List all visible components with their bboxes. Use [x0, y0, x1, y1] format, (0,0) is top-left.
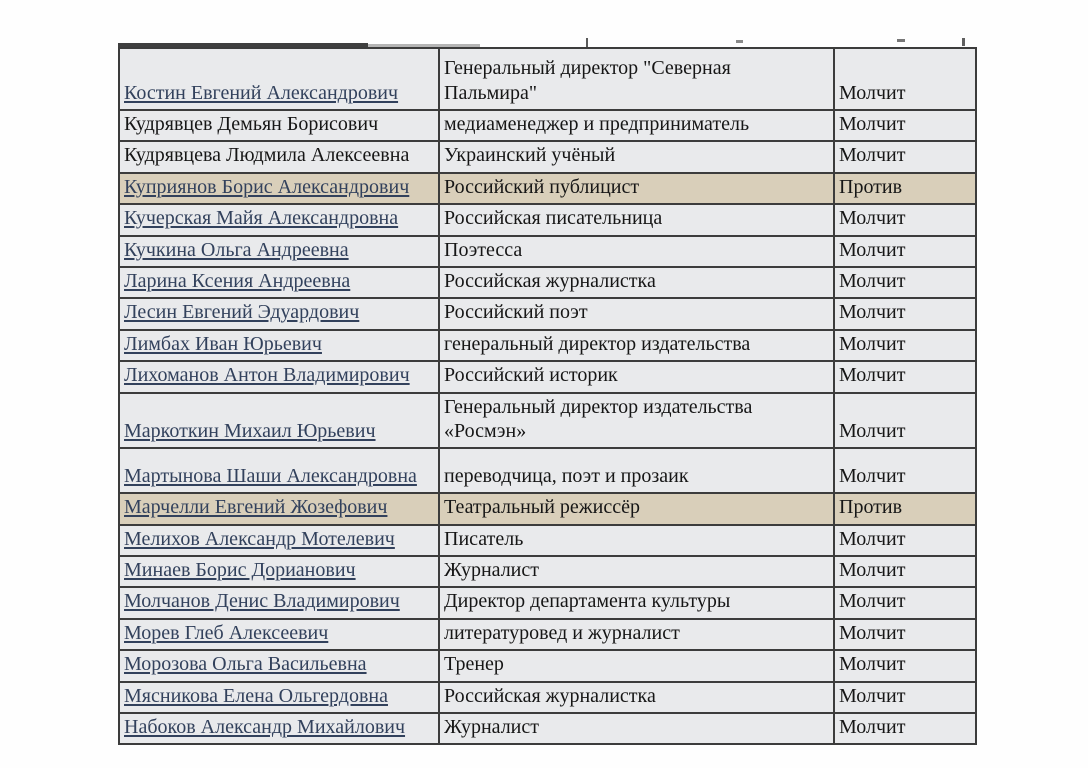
person-description: Генеральный директор издательства «Росмэн» — [439, 393, 834, 449]
table-row — [119, 141, 976, 172]
person-description: Поэтесса — [439, 236, 834, 267]
person-name-link[interactable]: Минаев Борис Дорианович — [124, 559, 356, 582]
table-row — [119, 236, 976, 267]
cropped-row-remnant — [586, 38, 588, 47]
table-row — [119, 361, 976, 392]
table-row — [119, 619, 976, 650]
person-name-cell — [119, 448, 439, 493]
vote-status: Молчит — [834, 204, 976, 235]
vote-status: Молчит — [834, 525, 976, 556]
person-name-link[interactable]: Кучерская Майя Александровна — [124, 207, 399, 230]
person-name-cell — [119, 173, 439, 204]
person-name-link[interactable]: Ларина Ксения Андреевна — [124, 269, 351, 292]
vote-status: Молчит — [834, 267, 976, 298]
person-description: Журналист — [439, 713, 834, 744]
table-row — [119, 448, 976, 493]
person-description: переводчица, поэт и прозаик — [439, 448, 834, 493]
person-description: генеральный директор издательства — [439, 330, 834, 361]
person-name-link[interactable]: Марчелли Евгений Жозефович — [124, 496, 388, 519]
table-row — [119, 587, 976, 618]
person-description: медиаменеджер и предприниматель — [439, 110, 834, 141]
vote-status: Молчит — [834, 587, 976, 618]
person-name-cell — [119, 525, 439, 556]
person-name-link[interactable]: Костин Евгений Александрович — [124, 81, 399, 104]
person-name-link[interactable]: Молчанов Денис Владимирович — [124, 590, 400, 613]
table-row — [119, 713, 976, 744]
person-name-link[interactable]: Кучкина Ольга Андреевна — [124, 238, 349, 261]
person-description: Российский поэт — [439, 298, 834, 329]
person-name-cell — [119, 650, 439, 681]
vote-status: Молчит — [834, 110, 976, 141]
person-name-cell — [119, 556, 439, 587]
vote-status: Молчит — [834, 330, 976, 361]
person-name-text: Кудрявцев Демьян Борисович — [124, 113, 379, 135]
table-row — [119, 682, 976, 713]
person-name-link[interactable]: Лимбах Иван Юрьевич — [124, 332, 322, 355]
person-name-cell — [119, 204, 439, 235]
vote-status: Молчит — [834, 361, 976, 392]
person-name-cell — [119, 587, 439, 618]
vote-status: Молчит — [834, 650, 976, 681]
vote-status: Молчит — [834, 619, 976, 650]
table-row — [119, 330, 976, 361]
person-description: Российская журналистка — [439, 682, 834, 713]
person-name-cell — [119, 141, 439, 172]
person-description: Тренер — [439, 650, 834, 681]
person-name-cell — [119, 713, 439, 744]
person-name-cell — [119, 619, 439, 650]
person-name-link[interactable]: Мелихов Александр Мотелевич — [124, 527, 395, 550]
person-description: Российский историк — [439, 361, 834, 392]
person-description: Генеральный директор "Северная Пальмира" — [439, 48, 834, 110]
person-name-cell — [119, 267, 439, 298]
cropped-row-remnant — [897, 39, 905, 42]
table-row — [119, 173, 976, 204]
vote-status: Молчит — [834, 298, 976, 329]
person-name-link[interactable]: Мартынова Шаши Александровна — [124, 464, 417, 487]
cropped-row-remnant — [962, 38, 965, 46]
person-name-cell — [119, 48, 439, 110]
vote-status: Молчит — [834, 236, 976, 267]
person-name-link[interactable]: Маркоткин Михаил Юрьевич — [124, 419, 376, 442]
vote-status: Молчит — [834, 48, 976, 110]
person-description: Писатель — [439, 525, 834, 556]
table-row — [119, 556, 976, 587]
table-row — [119, 298, 976, 329]
person-description: литературовед и журналист — [439, 619, 834, 650]
vote-status: Молчит — [834, 141, 976, 172]
person-name-link[interactable]: Лихоманов Антон Владимирович — [124, 364, 410, 387]
vote-status: Молчит — [834, 393, 976, 449]
person-description: Украинский учёный — [439, 141, 834, 172]
person-description: Российская писательница — [439, 204, 834, 235]
vote-status: Против — [834, 173, 976, 204]
person-name-link[interactable]: Мясникова Елена Ольгердовна — [124, 684, 388, 707]
vote-status: Молчит — [834, 713, 976, 744]
table-row — [119, 204, 976, 235]
person-name-link[interactable]: Лесин Евгений Эдуардович — [124, 301, 360, 324]
vote-table — [118, 47, 977, 745]
person-description: Директор департамента культуры — [439, 587, 834, 618]
person-name-cell — [119, 493, 439, 524]
table-row — [119, 650, 976, 681]
table-row — [119, 110, 976, 141]
person-name-link[interactable]: Набоков Александр Михайлович — [124, 716, 406, 739]
table-row — [119, 393, 976, 449]
person-name-cell — [119, 298, 439, 329]
person-name-cell — [119, 330, 439, 361]
person-description: Российский публицист — [439, 173, 834, 204]
person-name-cell — [119, 361, 439, 392]
table-row — [119, 48, 976, 110]
vote-status: Молчит — [834, 448, 976, 493]
vote-table-body — [119, 48, 976, 744]
person-name-cell — [119, 236, 439, 267]
cropped-row-remnant — [736, 40, 743, 43]
person-name-cell — [119, 393, 439, 449]
person-description: Журналист — [439, 556, 834, 587]
person-name-cell — [119, 110, 439, 141]
person-name-link[interactable]: Морев Глеб Алексеевич — [124, 621, 329, 644]
table-row — [119, 493, 976, 524]
table-row — [119, 525, 976, 556]
vote-status: Молчит — [834, 556, 976, 587]
vote-status: Молчит — [834, 682, 976, 713]
person-name-cell — [119, 682, 439, 713]
person-name-text: Кудрявцева Людмила Алексеевна — [124, 144, 410, 167]
person-description: Российская журналистка — [439, 267, 834, 298]
person-name-link[interactable]: Куприянов Борис Александрович — [124, 175, 410, 198]
vote-status: Против — [834, 493, 976, 524]
person-name-link[interactable]: Морозова Ольга Васильевна — [124, 653, 367, 676]
table-row — [119, 267, 976, 298]
person-description: Театральный режиссёр — [439, 493, 834, 524]
